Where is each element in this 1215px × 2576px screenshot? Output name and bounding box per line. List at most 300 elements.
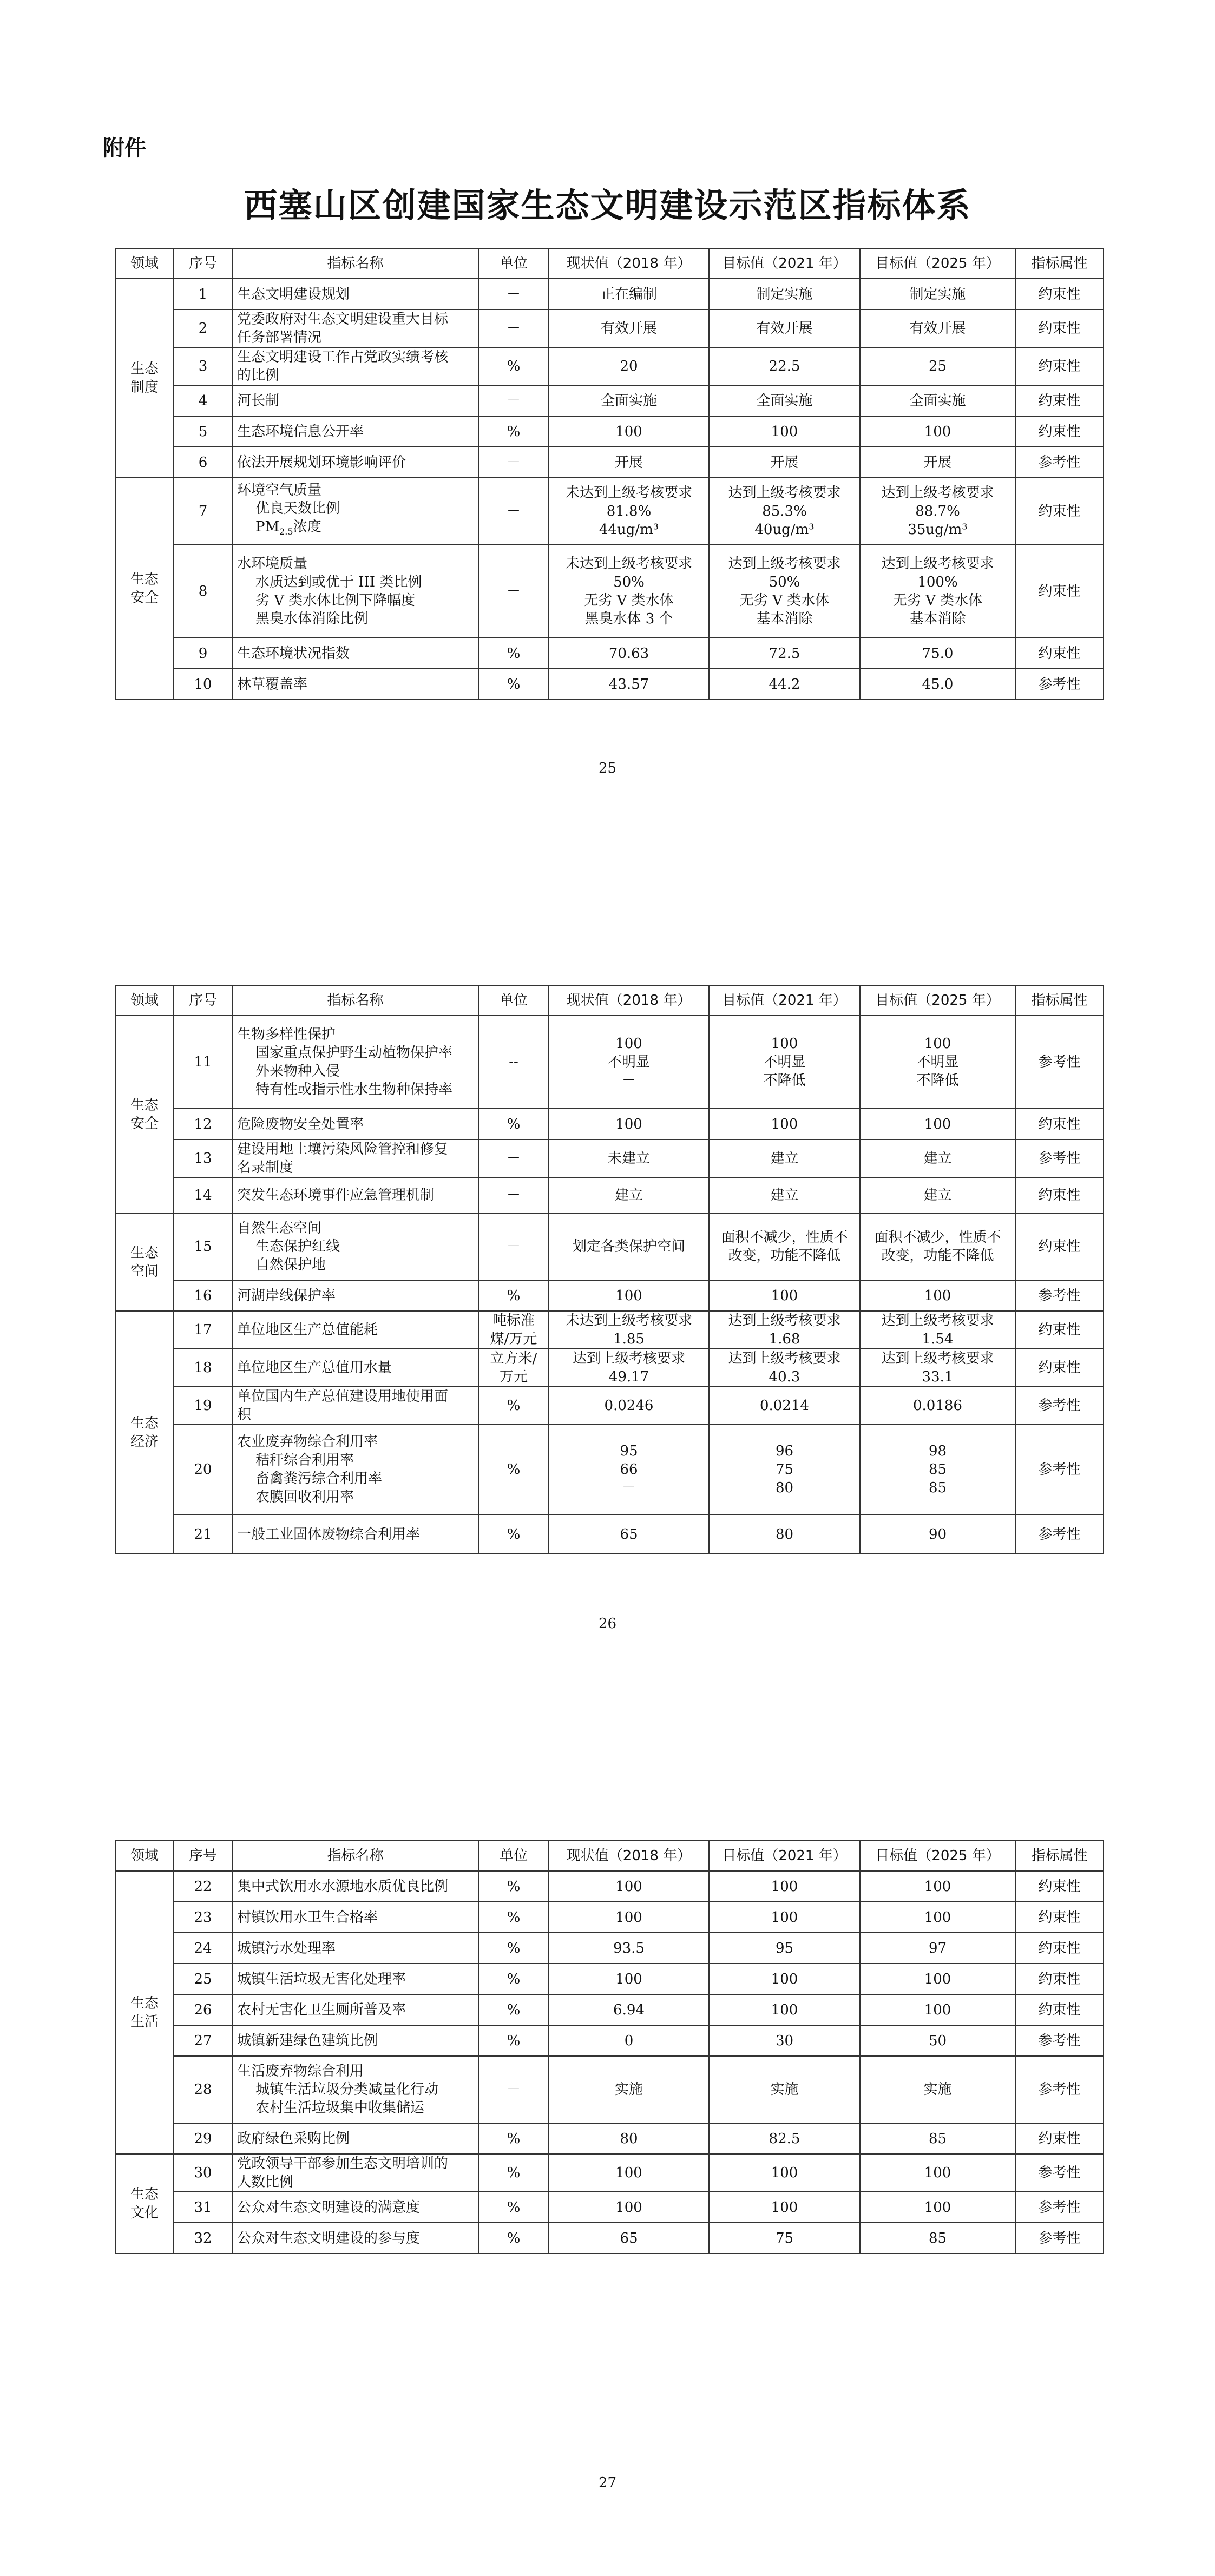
cell-line: 0	[624, 2032, 634, 2049]
indicator-name-cell	[232, 347, 478, 385]
attachment-label: 附件	[103, 136, 146, 161]
header-row	[115, 1841, 1104, 1871]
page-number: 26	[598, 1616, 617, 1632]
unit-cell	[478, 1871, 549, 1902]
unit-line: 万元	[499, 1369, 528, 1385]
serial-number-cell: 24	[174, 1933, 232, 1964]
indicator-name-cell	[232, 1177, 478, 1213]
current-value-cell	[549, 1109, 709, 1139]
cell-line: 单位地区生产总值用水量	[237, 1360, 392, 1376]
cell-line: 生态文明建设规划	[237, 286, 350, 302]
cell-line: 城镇生活垃圾分类减量化行动	[255, 2081, 439, 2098]
target-value-cell	[860, 2154, 1015, 2192]
cell-line: 全面实施	[756, 392, 813, 409]
cell-line: 30	[775, 2032, 794, 2049]
cell-line: $PM_{2.5}$浓度	[255, 519, 321, 537]
attribute-cell: 约束性	[1015, 279, 1104, 309]
table-row	[115, 385, 1104, 416]
target-value-cell	[709, 1902, 860, 1933]
cell-line: 98	[928, 1443, 947, 1459]
cell-line: 95	[620, 1443, 638, 1459]
serial-number-cell: 2	[174, 309, 232, 347]
serial-number-cell: 16	[174, 1280, 232, 1311]
cell-line: 85	[928, 2130, 947, 2147]
unit-line: --	[509, 1054, 518, 1070]
table-row	[115, 1177, 1104, 1213]
target-value-cell	[860, 1933, 1015, 1964]
target-value-cell	[709, 2223, 860, 2254]
target-value-cell	[860, 638, 1015, 669]
indicator-name-cell	[232, 447, 478, 478]
unit-cell	[478, 2025, 549, 2056]
unit-line: 立方米/	[490, 1350, 537, 1367]
unit-cell	[478, 545, 549, 638]
indicator-name-cell	[232, 1109, 478, 1139]
target-value-cell	[709, 2123, 860, 2154]
attribute-cell: 参考性	[1015, 2223, 1104, 2254]
cell-line: 100	[771, 1116, 798, 1132]
column-header: 目标值（2025 年）	[860, 1841, 1015, 1871]
indicator-name-cell	[232, 1902, 478, 1933]
cell-line: 建设用地土壤污染风险管控和修复	[237, 1141, 449, 1157]
indicator-name-cell	[232, 2223, 478, 2254]
current-value-cell	[549, 2223, 709, 2254]
unit-cell	[478, 385, 549, 416]
cell-line: 82.5	[769, 2130, 800, 2147]
serial-number-cell: 26	[174, 1994, 232, 2025]
cell-line: 全面实施	[909, 392, 966, 409]
cell-line: 100	[615, 2165, 642, 2181]
cell-line: 33.1	[922, 1369, 954, 1385]
target-value-cell	[860, 1016, 1015, 1109]
current-value-cell	[549, 669, 709, 700]
domain-label: 生态	[130, 1097, 159, 1114]
column-header: 指标名称	[232, 1841, 478, 1871]
attribute-cell: 约束性	[1015, 347, 1104, 385]
current-value-cell	[549, 545, 709, 638]
cell-line: 建立	[770, 1187, 799, 1203]
unit-cell	[478, 1139, 549, 1177]
target-value-cell	[709, 1425, 860, 1514]
cell-line: 不明显	[607, 1054, 650, 1070]
column-header: 目标值（2021 年）	[709, 1841, 860, 1871]
cell-line: 积	[237, 1407, 252, 1423]
cell-line: 劣 V 类水体比例下降幅度	[255, 592, 416, 609]
table-row	[115, 416, 1104, 447]
target-value-cell	[709, 1964, 860, 1994]
indicator-name-cell	[232, 2192, 478, 2223]
unit-cell	[478, 2192, 549, 2223]
target-value-cell	[860, 2192, 1015, 2223]
unit-line: －	[506, 286, 521, 302]
unit-line: %	[507, 1909, 521, 1926]
serial-number-cell: 32	[174, 2223, 232, 2254]
cell-line: 实施	[614, 2081, 643, 2098]
unit-line: －	[506, 320, 521, 337]
cell-line: 实施	[770, 2081, 799, 2098]
attribute-cell: 约束性	[1015, 416, 1104, 447]
cell-line: 100%	[917, 574, 958, 590]
table-row	[115, 347, 1104, 385]
cell-line: 有效开展	[909, 320, 966, 337]
table-row	[115, 309, 1104, 347]
target-value-cell	[860, 1311, 1015, 1349]
unit-cell	[478, 1387, 549, 1425]
attribute-cell: 参考性	[1015, 2192, 1104, 2223]
cell-line: 70.63	[608, 645, 649, 662]
column-header: 指标属性	[1015, 985, 1104, 1016]
unit-cell	[478, 347, 549, 385]
table-row	[115, 1871, 1104, 1902]
target-value-cell	[860, 1964, 1015, 1994]
attribute-cell: 参考性	[1015, 1425, 1104, 1514]
attribute-cell: 参考性	[1015, 1016, 1104, 1109]
target-value-cell	[709, 478, 860, 545]
unit-cell	[478, 447, 549, 478]
target-value-cell	[709, 2056, 860, 2123]
cell-line: 100	[615, 1116, 642, 1132]
column-header: 目标值（2025 年）	[860, 248, 1015, 279]
unit-line: %	[507, 1940, 521, 1956]
indicator-name-cell	[232, 2056, 478, 2123]
cell-line: 80	[620, 2130, 638, 2147]
unit-cell	[478, 1311, 549, 1349]
cell-line: 40.3	[769, 1369, 800, 1385]
cell-line: 建立	[770, 1150, 799, 1167]
current-value-cell	[549, 2056, 709, 2123]
cell-line: 未达到上级考核要求	[565, 485, 692, 501]
unit-cell	[478, 478, 549, 545]
target-value-cell	[860, 1871, 1015, 1902]
column-header: 领域	[115, 248, 174, 279]
cell-line: 100	[924, 1116, 951, 1132]
unit-cell	[478, 1016, 549, 1109]
column-header: 领域	[115, 1841, 174, 1871]
cell-line: 河长制	[237, 392, 280, 409]
unit-line: －	[506, 1150, 521, 1167]
indicator-name-cell	[232, 385, 478, 416]
unit-line: 吨标准	[492, 1313, 535, 1329]
target-value-cell	[709, 545, 860, 638]
column-header: 现状值（2018 年）	[549, 985, 709, 1016]
serial-number-cell: 18	[174, 1349, 232, 1387]
cell-line: 面积不减少，性质不	[721, 1229, 848, 1246]
cell-line: 66	[620, 1461, 638, 1478]
table-row	[115, 1213, 1104, 1280]
unit-line: －	[506, 1238, 521, 1255]
cell-line: 面积不减少，性质不	[874, 1229, 1001, 1246]
table-row	[115, 447, 1104, 478]
unit-cell	[478, 2223, 549, 2254]
target-value-cell	[860, 1902, 1015, 1933]
attribute-cell: 参考性	[1015, 1387, 1104, 1425]
domain-label: 生态	[130, 1995, 159, 2012]
indicator-name-cell	[232, 1994, 478, 2025]
cell-line: 0.0246	[604, 1398, 654, 1414]
serial-number-cell: 22	[174, 1871, 232, 1902]
cell-line: 72.5	[769, 645, 800, 662]
cell-line: 40ug/m³	[754, 522, 815, 538]
indicator-name-cell	[232, 2154, 478, 2192]
serial-number-cell: 27	[174, 2025, 232, 2056]
cell-line: 100	[771, 1971, 798, 1987]
cell-line: 100	[771, 423, 798, 440]
cell-line: 未达到上级考核要求	[565, 1313, 692, 1329]
table-row	[115, 1109, 1104, 1139]
cell-line: 6.94	[613, 2001, 645, 2018]
target-value-cell	[709, 1213, 860, 1280]
unit-cell	[478, 1933, 549, 1964]
target-value-cell	[709, 1933, 860, 1964]
serial-number-cell: 29	[174, 2123, 232, 2154]
domain-label: 生态	[130, 1415, 159, 1432]
table-row	[115, 638, 1104, 669]
target-value-cell	[860, 1387, 1015, 1425]
serial-number-cell: 15	[174, 1213, 232, 1280]
table-row	[115, 478, 1104, 545]
indicator-name-cell	[232, 2025, 478, 2056]
indicator-name-cell	[232, 2123, 478, 2154]
table-row	[115, 1016, 1104, 1109]
serial-number-cell: 23	[174, 1902, 232, 1933]
column-header: 目标值（2025 年）	[860, 985, 1015, 1016]
cell-line: 基本消除	[756, 611, 813, 627]
cell-line: 全面实施	[600, 392, 657, 409]
target-value-cell	[860, 2123, 1015, 2154]
cell-line: 100	[924, 1287, 951, 1304]
unit-cell	[478, 2154, 549, 2192]
target-value-cell	[709, 1177, 860, 1213]
cell-line: 依法开展规划环境影响评价	[237, 454, 406, 471]
domain-label: 生活	[130, 2013, 159, 2030]
cell-line: 环境空气质量	[237, 482, 322, 499]
target-value-cell	[709, 447, 860, 478]
target-value-cell	[860, 1109, 1015, 1139]
page-number: 25	[598, 760, 617, 776]
unit-cell	[478, 309, 549, 347]
current-value-cell	[549, 2192, 709, 2223]
serial-number-cell: 19	[174, 1387, 232, 1425]
cell-line: 未达到上级考核要求	[565, 556, 692, 572]
cell-line: 一般工业固体废物综合利用率	[237, 1526, 421, 1543]
cell-line: 20	[620, 358, 638, 374]
target-value-cell	[860, 416, 1015, 447]
cell-line: 88.7%	[915, 503, 960, 519]
cell-line: －	[621, 1072, 636, 1089]
cell-line: 有效开展	[600, 320, 657, 337]
current-value-cell	[549, 478, 709, 545]
cell-line: 建立	[614, 1187, 643, 1203]
cell-line: 100	[771, 2001, 798, 2018]
column-header: 序号	[174, 985, 232, 1016]
current-value-cell	[549, 2025, 709, 2056]
cell-line: 85	[928, 1480, 947, 1496]
attribute-cell: 约束性	[1015, 2123, 1104, 2154]
attribute-cell: 参考性	[1015, 1514, 1104, 1554]
current-value-cell	[549, 1349, 709, 1387]
indicator-name-cell	[232, 279, 478, 309]
current-value-cell	[549, 2123, 709, 2154]
attribute-cell: 约束性	[1015, 545, 1104, 638]
domain-cell	[115, 2154, 174, 2254]
attribute-cell: 约束性	[1015, 1964, 1104, 1994]
unit-line: %	[507, 2001, 521, 2018]
cell-line: 林草覆盖率	[237, 676, 308, 693]
domain-label: 生态	[130, 571, 159, 588]
cell-line: 0.0214	[760, 1398, 809, 1414]
cell-line: 国家重点保护野生动植物保护率	[255, 1045, 453, 1061]
unit-cell	[478, 1177, 549, 1213]
unit-cell	[478, 638, 549, 669]
table-row	[115, 2223, 1104, 2254]
indicator-table-page-26	[115, 985, 1104, 1554]
current-value-cell	[549, 638, 709, 669]
cell-line: 80	[775, 1480, 794, 1496]
attribute-cell: 参考性	[1015, 2056, 1104, 2123]
target-value-cell	[709, 669, 860, 700]
cell-line: 无劣 V 类水体	[739, 592, 830, 609]
cell-line: 农业废弃物综合利用率	[237, 1434, 378, 1450]
current-value-cell	[549, 1139, 709, 1177]
attribute-cell: 约束性	[1015, 1213, 1104, 1280]
cell-line: 49.17	[608, 1369, 649, 1385]
indicator-name-cell	[232, 1139, 478, 1177]
column-header: 目标值（2021 年）	[709, 985, 860, 1016]
cell-line: 100	[615, 423, 642, 440]
domain-label: 空间	[130, 1263, 159, 1280]
target-value-cell	[860, 1425, 1015, 1514]
indicator-name-cell	[232, 1213, 478, 1280]
table-row	[115, 1387, 1104, 1425]
current-value-cell	[549, 1514, 709, 1554]
indicator-name-cell	[232, 1387, 478, 1425]
domain-cell	[115, 1016, 174, 1213]
cell-line: 100	[771, 1287, 798, 1304]
serial-number-cell: 20	[174, 1425, 232, 1514]
target-value-cell	[860, 385, 1015, 416]
unit-cell	[478, 2123, 549, 2154]
cell-line: 75	[775, 2230, 794, 2246]
column-header: 现状值（2018 年）	[549, 1841, 709, 1871]
target-value-cell	[860, 1349, 1015, 1387]
unit-line: %	[507, 2230, 521, 2246]
cell-line: 不明显	[763, 1054, 806, 1070]
unit-line: %	[507, 1116, 521, 1132]
cell-line: 划定各类保护空间	[572, 1238, 685, 1255]
unit-line: %	[507, 358, 521, 374]
target-value-cell	[860, 2223, 1015, 2254]
cell-line: 无劣 V 类水体	[892, 592, 983, 609]
serial-number-cell: 1	[174, 279, 232, 309]
cell-line: 达到上级考核要求	[728, 1350, 841, 1367]
target-value-cell	[709, 347, 860, 385]
cell-line: 达到上级考核要求	[881, 556, 994, 572]
unit-cell	[478, 669, 549, 700]
cell-line: 公众对生态文明建设的满意度	[237, 2199, 421, 2216]
table-row	[115, 1933, 1104, 1964]
cell-line: 100	[924, 2165, 951, 2181]
cell-line: 畜禽粪污综合利用率	[255, 1471, 383, 1487]
cell-line: 生态环境信息公开率	[237, 423, 364, 440]
current-value-cell	[549, 1933, 709, 1964]
serial-number-cell: 10	[174, 669, 232, 700]
indicator-name-cell	[232, 1349, 478, 1387]
cell-line: 自然保护地	[255, 1257, 326, 1273]
serial-number-cell: 6	[174, 447, 232, 478]
current-value-cell	[549, 347, 709, 385]
table-row	[115, 1280, 1104, 1311]
cell-line: 100	[924, 2199, 951, 2216]
header-row	[115, 248, 1104, 279]
cell-line: 0.0186	[913, 1398, 962, 1414]
target-value-cell	[860, 1280, 1015, 1311]
cell-line: 100	[615, 1036, 642, 1052]
current-value-cell	[549, 1871, 709, 1902]
cell-line: 达到上级考核要求	[728, 485, 841, 501]
cell-line: 生物多样性保护	[237, 1026, 336, 1043]
current-value-cell	[549, 1177, 709, 1213]
table-row	[115, 1902, 1104, 1933]
cell-line: 93.5	[613, 1940, 645, 1956]
unit-line: 煤/万元	[490, 1331, 537, 1347]
cell-line: 100	[615, 1909, 642, 1926]
cell-line: 河湖岸线保护率	[237, 1287, 336, 1304]
cell-line: 达到上级考核要求	[881, 1350, 994, 1367]
attribute-cell: 约束性	[1015, 1177, 1104, 1213]
cell-line: 75	[775, 1461, 794, 1478]
target-value-cell	[860, 1514, 1015, 1554]
cell-line: 单位国内生产总值建设用地使用面	[237, 1388, 449, 1405]
cell-line: 危险废物安全处置率	[237, 1116, 364, 1132]
target-value-cell	[709, 638, 860, 669]
table-row	[115, 2025, 1104, 2056]
current-value-cell	[549, 1016, 709, 1109]
unit-cell	[478, 1349, 549, 1387]
domain-label: 安全	[130, 590, 159, 606]
cell-line: 45.0	[922, 676, 954, 693]
domain-label: 文化	[130, 2205, 159, 2221]
current-value-cell	[549, 1425, 709, 1514]
indicator-name-cell	[232, 638, 478, 669]
unit-line: %	[507, 423, 521, 440]
table-row	[115, 279, 1104, 309]
unit-line: －	[506, 583, 521, 599]
cell-line: 100	[771, 1909, 798, 1926]
cell-line: 党政领导干部参加生态文明培训的	[237, 2156, 449, 2172]
cell-line: 名录制度	[237, 1159, 294, 1176]
cell-line: 65	[620, 1526, 638, 1543]
cell-line: 有效开展	[756, 320, 813, 337]
target-value-cell	[860, 279, 1015, 309]
table-row	[115, 1994, 1104, 2025]
target-value-cell	[709, 2025, 860, 2056]
cell-line: 未建立	[607, 1150, 650, 1167]
attribute-cell: 参考性	[1015, 447, 1104, 478]
unit-line: %	[507, 2032, 521, 2049]
indicator-name-cell	[232, 1425, 478, 1514]
table-row	[115, 2192, 1104, 2223]
document-title: 西塞山区创建国家生态文明建设示范区指标体系	[244, 186, 971, 225]
cell-line: 100	[924, 1909, 951, 1926]
cell-line: 单位地区生产总值能耗	[237, 1322, 378, 1338]
attribute-cell: 约束性	[1015, 638, 1104, 669]
attribute-cell: 约束性	[1015, 478, 1104, 545]
target-value-cell	[860, 669, 1015, 700]
cell-line: 集中式饮用水水源地水质优良比例	[237, 1878, 449, 1895]
cell-line: 100	[924, 1971, 951, 1987]
cell-line: 35ug/m³	[908, 522, 968, 538]
unit-line: %	[507, 676, 521, 693]
